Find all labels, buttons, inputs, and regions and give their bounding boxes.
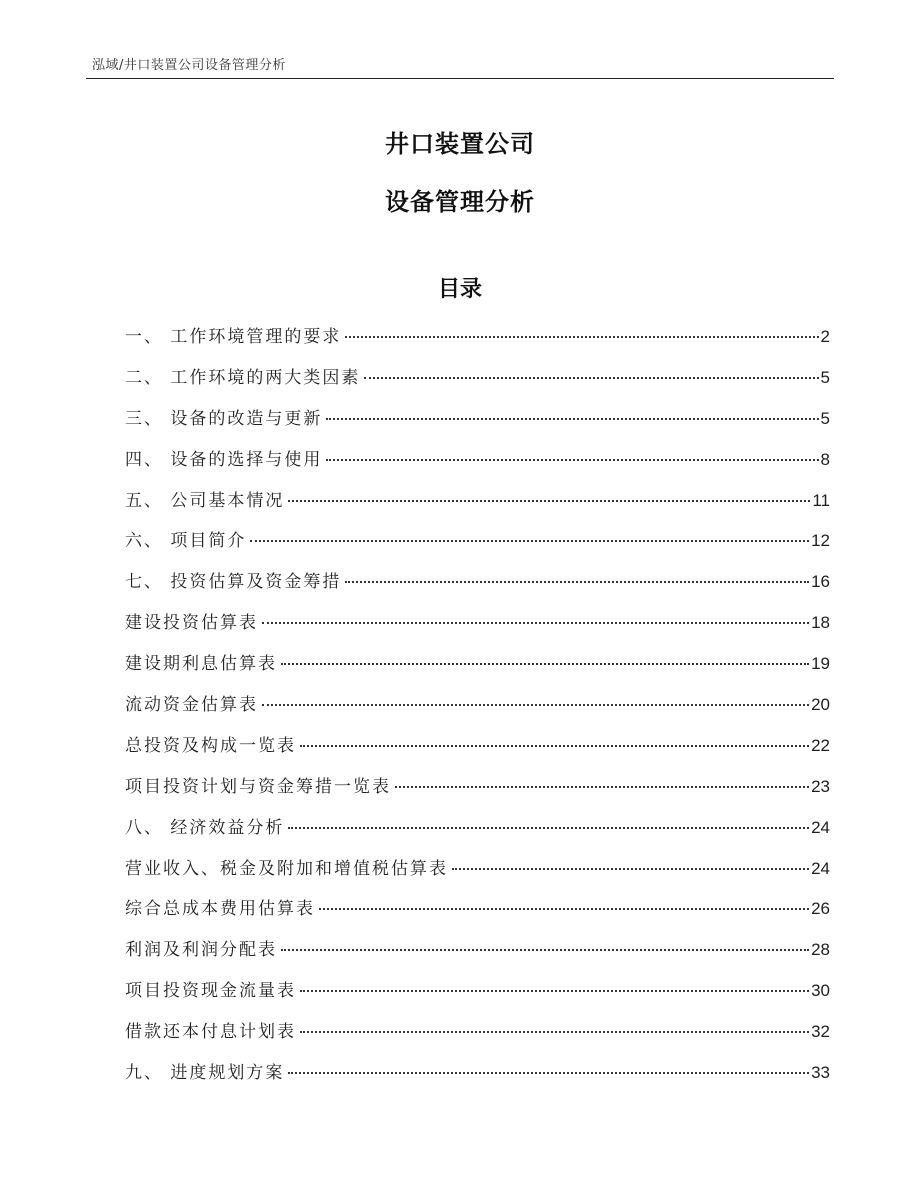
toc-entry[interactable] [125, 526, 830, 567]
toc-entry-page: 32 [811, 1022, 830, 1042]
toc-leader-dots [281, 663, 809, 665]
toc-entry[interactable] [125, 1017, 830, 1058]
toc-leader-dots [319, 908, 809, 910]
toc-entry-page: 5 [820, 408, 830, 428]
toc-leader-dots [281, 949, 809, 951]
toc-leader-dots [288, 500, 810, 502]
running-header: 泓域/井口装置公司设备管理分析 [92, 58, 286, 73]
toc-entry[interactable] [125, 731, 830, 772]
toc-entry[interactable] [125, 935, 830, 976]
toc-entry[interactable] [125, 567, 830, 608]
toc-entry[interactable] [125, 445, 830, 486]
toc-entry[interactable] [125, 404, 830, 445]
toc-entry-page: 30 [811, 981, 830, 1001]
toc-entry-label: 一、 工作环境管理的要求 [125, 327, 342, 347]
toc-leader-dots [300, 745, 809, 747]
toc-entry[interactable] [125, 486, 830, 527]
toc-entry-page: 8 [820, 449, 830, 469]
toc-entry-label: 项目投资现金流量表 [125, 981, 296, 1002]
company-name: 井口装置公司 [385, 130, 535, 158]
toc-entry-label: 五、 公司基本情况 [125, 490, 285, 511]
toc-entry-page: 18 [811, 613, 830, 633]
toc-entry-label: 项目投资计划与资金筹措一览表 [125, 776, 391, 797]
toc-leader-dots [345, 336, 818, 338]
toc-heading: 目录 [437, 277, 482, 302]
toc-entry[interactable] [125, 813, 830, 854]
toc-entry-page: 5 [820, 367, 830, 387]
toc-entry[interactable] [125, 976, 830, 1017]
toc-entry-page: 11 [812, 490, 830, 510]
toc-leader-dots [300, 990, 809, 992]
toc-entry-page: 16 [811, 572, 830, 592]
toc-entry-page: 19 [811, 654, 830, 674]
toc-entry-page: 12 [811, 531, 830, 551]
toc-entry-label: 六、 项目简介 [125, 531, 247, 552]
toc-entry-label: 利润及利润分配表 [125, 940, 277, 961]
toc-leader-dots [262, 622, 809, 624]
table-of-contents [125, 322, 830, 1099]
toc-entry-label: 七、 投资估算及资金筹措 [125, 572, 342, 593]
toc-entry-label: 借款还本付息计划表 [125, 1022, 296, 1043]
toc-leader-dots [288, 827, 809, 829]
header-divider [86, 78, 834, 79]
toc-entry-label: 三、 设备的改造与更新 [125, 408, 323, 429]
toc-leader-dots [326, 459, 818, 461]
toc-entry-page: 24 [811, 817, 830, 837]
toc-entry-label: 综合总成本费用估算表 [125, 899, 315, 920]
toc-entry[interactable] [125, 649, 830, 690]
toc-leader-dots [452, 868, 809, 870]
toc-entry-page: 20 [811, 695, 830, 715]
toc-entry-page: 2 [820, 327, 830, 346]
toc-entry[interactable] [125, 772, 830, 813]
toc-entry-page: 24 [811, 858, 830, 878]
toc-entry-page: 33 [811, 1063, 830, 1083]
toc-leader-dots [395, 786, 809, 788]
toc-leader-dots [262, 704, 809, 706]
toc-leader-dots [250, 540, 809, 542]
toc-entry-label: 总投资及构成一览表 [125, 735, 296, 756]
toc-leader-dots [364, 377, 818, 379]
toc-entry[interactable] [125, 363, 830, 404]
toc-entry[interactable] [125, 690, 830, 731]
toc-entry-label: 八、 经济效益分析 [125, 817, 285, 838]
toc-entry-label: 营业收入、税金及附加和增值税估算表 [125, 858, 448, 879]
toc-entry[interactable] [125, 608, 830, 649]
toc-entry[interactable] [125, 854, 830, 895]
toc-entry-page: 28 [811, 940, 830, 960]
toc-leader-dots [326, 418, 818, 420]
toc-entry-label: 二、 工作环境的两大类因素 [125, 367, 361, 388]
toc-entry-label: 九、 进度规划方案 [125, 1063, 285, 1084]
toc-entry[interactable] [125, 894, 830, 935]
toc-entry-page: 26 [811, 899, 830, 919]
toc-leader-dots [300, 1031, 809, 1033]
toc-entry-label: 四、 设备的选择与使用 [125, 449, 323, 470]
toc-entry-page: 22 [811, 735, 830, 755]
toc-leader-dots [288, 1072, 809, 1074]
toc-entry[interactable] [125, 1058, 830, 1099]
toc-entry-label: 建设投资估算表 [125, 613, 258, 634]
toc-entry-page: 23 [811, 776, 830, 796]
toc-entry-label: 建设期利息估算表 [125, 654, 277, 675]
toc-leader-dots [345, 581, 809, 583]
report-title: 设备管理分析 [385, 188, 535, 216]
toc-entry-label: 流动资金估算表 [125, 695, 258, 716]
toc-entry[interactable] [125, 322, 830, 363]
